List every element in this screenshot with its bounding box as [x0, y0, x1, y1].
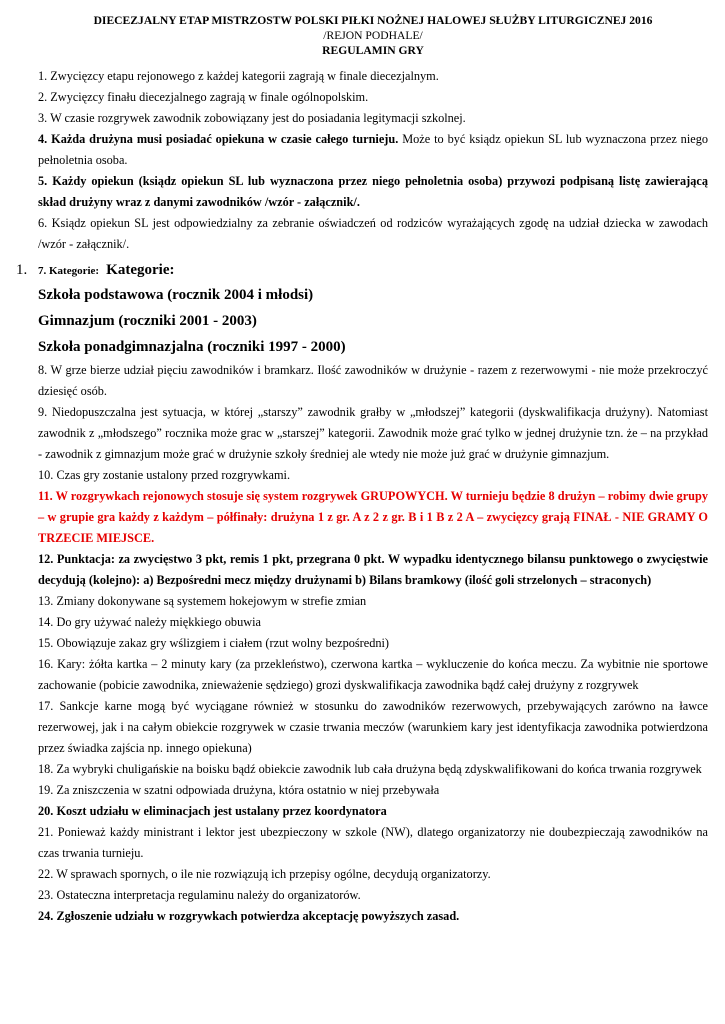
rule-paragraph: [38, 129, 708, 171]
rule-plain-text: 8. W grze bierze udział pięciu zawodników i bramkarz. Ilość zawodników w drużynie - razem z rezerwowymi - nie może przekroczyć dziesięć osób.: [38, 363, 708, 398]
rule-plain-text: 16. Kary: żółta kartka – 2 minuty kary (za przekleństwo), czerwona kartka – wykluczenie do końca meczu. Za wybitnie nie sportowe zachowanie (pobicie zawodnika, znieważenie sędziego) grozi dyskwalifikacja zawodnika bądź całej drużyny z rozgrywek: [38, 657, 708, 692]
categories-list: [38, 282, 708, 360]
rule-paragraph: [38, 696, 708, 759]
category-item: Szkoła ponadgimnazjalna (roczniki 1997 - 2000): [38, 339, 346, 355]
rule-bold-text: 20. Koszt udziału w eliminacjach jest ustalany przez koordynatora: [38, 804, 387, 818]
rules-list-bottom: [38, 360, 708, 927]
rule-plain-text: 22. W sprawach spornych, o ile nie rozwiązują ich przepisy ogólne, decydują organizatorzy.: [38, 867, 491, 881]
rule-plain-text: 21. Ponieważ każdy ministrant i lektor jest ubezpieczony w szkole (NW), dlatego organizatorzy nie doubezpieczają zawodników na czas trwania turnieju.: [38, 825, 708, 860]
rule-red-text: 11. W rozgrywkach rejonowych stosuje się system rozgrywek GRUPOWYCH. W turnieju będzie 8 drużyn – robimy dwie grupy – w grupie gra każdy z każdym – półfinały: drużyna 1 z gr. A z 2 z gr. B i 1 B z 2 A – zwycięzcy grają FINAŁ - NIE GRAMY O TRZECIE MIEJSCE.: [38, 489, 708, 545]
rule-paragraph: [38, 66, 708, 87]
rule-plain-text: 23. Ostateczna interpretacja regulaminu należy do organizatorów.: [38, 888, 361, 902]
rule-paragraph: [38, 885, 708, 906]
rule-plain-text: 6. Ksiądz opiekun SL jest odpowiedzialny za zebranie oświadczeń od rodziców wyrażających zgodę na udział dziecka w zawodach /wzór - załącznik/.: [38, 216, 708, 251]
rule-paragraph: [38, 465, 708, 486]
rule-bold-text: 24. Zgłoszenie udziału w rozgrywkach potwierdza akceptację powyższych zasad.: [38, 909, 460, 923]
categories-small-label: 7. Kategorie:: [38, 265, 100, 277]
rule-paragraph: [38, 801, 708, 822]
document-header: [38, 13, 708, 58]
rules-list-top: [38, 66, 708, 255]
document-page: [16, 13, 709, 927]
categories-big-label: Kategorie:: [106, 262, 175, 278]
rule-paragraph: [38, 654, 708, 696]
region-label: /REJON PODHALE/: [323, 29, 423, 42]
rule-bold-text: 4. Każda drużyna musi posiadać opiekuna w czasie całego turnieju.: [38, 132, 399, 146]
rule-bold-text: 5. Każdy opiekun (ksiądz opiekun SL lub wyznaczona przez niego pełnoletnia osoba) przywozi podpisaną listę zawierającą skład drużyny wraz z danymi zawodników /wzór - załącznik/.: [38, 174, 708, 209]
rule-paragraph: [38, 171, 708, 213]
rule-plain-text: 3. W czasie rozgrywek zawodnik zobowiązany jest do posiadania legitymacji szkolnej.: [38, 111, 466, 125]
category-item: Szkoła podstawowa (rocznik 2004 i młodsi): [38, 287, 314, 303]
rule-paragraph: [38, 633, 708, 654]
rule-paragraph: [38, 822, 708, 864]
document-title: DIECEZJALNY ETAP MISTRZOSTW POLSKI PIŁKI NOŻNEJ HALOWEJ SŁUŻBY LITURGICZNEJ 2016: [93, 14, 653, 27]
rule-plain-text: 19. Za zniszczenia w szatni odpowiada drużyna, która ostatnio w niej przebywała: [38, 783, 440, 797]
document-subtitle: REGULAMIN GRY: [322, 44, 424, 57]
rule-paragraph: [38, 549, 708, 591]
rule-paragraph: [38, 864, 708, 885]
rule-plain-text: 2. Zwycięzcy finału diecezjalnego zagrają w finale ogólnopolskim.: [38, 90, 369, 104]
rule-paragraph: [38, 402, 708, 465]
rule-paragraph: [38, 906, 708, 927]
rule-plain-text: 15. Obowiązuje zakaz gry wślizgiem i ciałem (rzut wolny bezpośredni): [38, 636, 390, 650]
rule-paragraph: [38, 108, 708, 129]
rule-paragraph: [38, 591, 708, 612]
categories-list-number: 1.: [16, 262, 28, 278]
rule-plain-text: 1. Zwycięzcy etapu rejonowego z każdej kategorii zagrają w finale diecezjalnym.: [38, 69, 439, 83]
rule-paragraph: [38, 486, 708, 549]
rule-paragraph: [38, 780, 708, 801]
rule-plain-text: 17. Sankcje karne mogą być wyciągane również w stosunku do zawodników rezerwowych, przebywających zarówno na ławce rezerwowej, jak i na całym obiekcie rozgrywek w czasie trwania meczów (warunkiem kary jest identyfikacja zawodnika potwierdzona przez świadka zajścia np. innego opiekuna): [38, 699, 708, 755]
rule-paragraph: [38, 213, 708, 255]
rule-paragraph: [38, 87, 708, 108]
rule-paragraph: [38, 360, 708, 402]
rule-bold-text: 12. Punktacja: za zwycięstwo 3 pkt, remis 1 pkt, przegrana 0 pkt. W wypadku identycznego bilansu punktowego o zwycięstwie decydują (kolejno): a) Bezpośredni mecz między drużynami b) Bilans bramkowy (ilość goli strzelonych – straconych): [38, 552, 708, 587]
rule-plain-text: 14. Do gry używać należy miękkiego obuwia: [38, 615, 261, 629]
rule-paragraph: [38, 759, 708, 780]
rule-plain-text: 9. Niedopuszczalna jest sytuacja, w której „starszy” zawodnik grałby w „młodszej” kategorii (dyskwalifikacja drużyny). Natomiast zawodnik z „młodszego” rocznika może grac w „starszej” kategorii. Zawodnik może grać tylko w jednej drużynie tzn. że – na przykład - zawodnik z gimnazjum może grać w drużynie szkoły średniej ale wtedy nie może już grać w drużynie gimnazjum.: [38, 405, 708, 461]
rule-plain-text: 10. Czas gry zostanie ustalony przed rozgrywkami.: [38, 468, 291, 482]
rule-paragraph: [38, 612, 708, 633]
rule-plain-text: 13. Zmiany dokonywane są systemem hokejowym w strefie zmian: [38, 594, 367, 608]
rule-plain-text: 18. Za wybryki chuligańskie na boisku bądź obiekcie zawodnik lub cała drużyna będą zdyskwalifikowani do końca trwania rozgrywek: [38, 762, 702, 776]
category-item: Gimnazjum (roczniki 2001 - 2003): [38, 313, 257, 329]
rule-plain-text: Może to być ksiądz opiekun SL lub wyznaczona przez niego pełnoletnia osoba.: [38, 132, 709, 167]
categories-heading: [16, 259, 708, 282]
